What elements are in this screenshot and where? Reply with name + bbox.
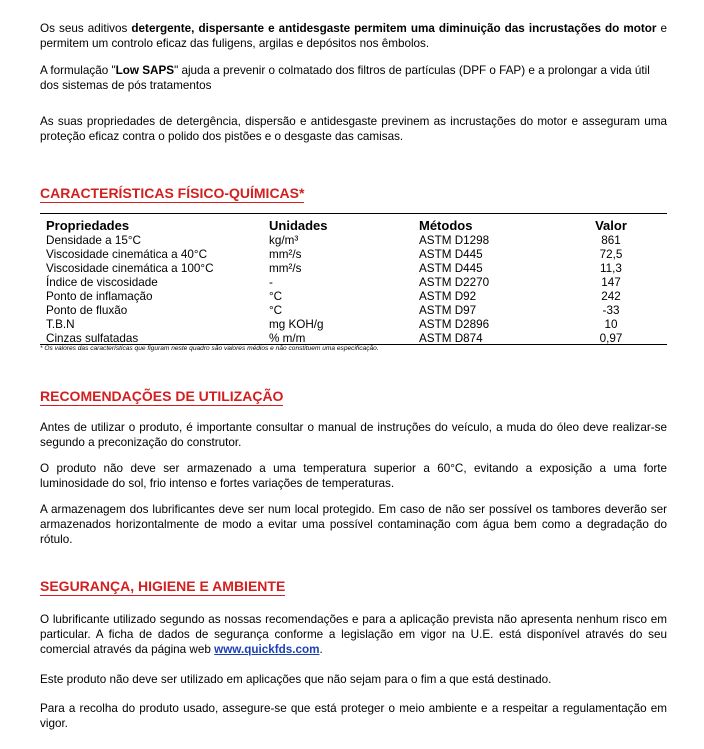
recommendations-paragraph-3: A armazenagem dos lubrificantes deve ser num local protegido. Em caso de não ser possível os tambores deverão ser armazenados horizontalmente de modo a evitar uma possível contaminação com água bem como a degradação do rótulo. [40, 503, 667, 546]
table-header-row [46, 219, 646, 233]
cell-method: ASTM D445 [419, 248, 483, 261]
cell-method: ASTM D92 [419, 290, 477, 303]
intro-paragraph-3: As suas propriedades de detergência, dispersão e antidesgaste previnem as incrustações do motor e asseguram uma proteção eficaz contra o polido dos pistões e o desgaste das camisas. [40, 115, 667, 143]
safety-p1-text: O lubrificante utilizado segundo as nossas recomendações e para a aplicação prevista não apresenta nenhum risco em particular. A ficha de dados de segurança conforme a legislação em vigor na U.E. está disponível através do seu comercial através da página web [40, 613, 667, 656]
safety-paragraph-1 [40, 612, 667, 657]
cell-method: ASTM D445 [419, 262, 483, 275]
cell-property: T.B.N [46, 318, 75, 331]
cell-unit: mm²/s [269, 262, 302, 275]
safety-paragraph-2: Este produto não deve ser utilizado em aplicações que não sejam para o fim a que está destinado. [40, 673, 552, 686]
cell-value: -33 [602, 304, 620, 317]
recommendations-paragraph-2: O produto não deve ser armazenado a uma temperatura superior a 60°C, evitando a exposição a uma forte luminosidade do sol, frio intenso e fortes variações de temperaturas. [40, 462, 667, 490]
cell-unit: kg/m³ [269, 234, 299, 247]
quickfds-link[interactable]: www.quickfds.com [214, 643, 320, 656]
cell-value: 10 [604, 318, 618, 331]
intro-p1-text: Os seus aditivos [40, 22, 132, 35]
table-row [46, 290, 646, 304]
cell-unit: - [269, 276, 273, 289]
header-value: Valor [595, 218, 627, 233]
cell-property: Cinzas sulfatadas [46, 332, 139, 345]
safety-p1-tail: . [319, 643, 323, 656]
table-row [46, 304, 646, 318]
cell-property: Ponto de fluxão [46, 304, 128, 317]
intro-paragraph-1 [40, 21, 667, 51]
cell-value: 72,5 [599, 248, 623, 261]
cell-value: 11,3 [600, 262, 622, 275]
cell-method: ASTM D2270 [419, 276, 490, 289]
table-row [46, 318, 646, 332]
safety-paragraph-3: Para a recolha do produto usado, assegure-se que está proteger o meio ambiente e a respeitar a regulamentação em vigor. [40, 702, 667, 730]
cell-value: 242 [601, 290, 621, 303]
cell-property: Índice de viscosidade [46, 276, 158, 289]
cell-property: Densidade a 15°C [46, 234, 141, 247]
cell-unit: mg KOH/g [269, 318, 324, 331]
cell-property: Ponto de inflamação [46, 290, 153, 303]
cell-property: Viscosidade cinemática a 100°C [46, 262, 214, 275]
cell-property: Viscosidade cinemática a 40°C [46, 248, 208, 261]
cell-unit: °C [269, 290, 283, 303]
cell-value: 0,97 [599, 332, 623, 345]
intro-p2-text: A formulação " [40, 64, 116, 77]
recommendations-paragraph-1: Antes de utilizar o produto, é importante consultar o manual de instruções do veículo, a muda do óleo deve realizar-se segundo a preconização do construtor. [40, 421, 667, 449]
cell-method: ASTM D2896 [419, 318, 490, 331]
header-properties: Propriedades [46, 218, 130, 233]
section-title-physicochemical [40, 185, 667, 203]
cell-unit: % m/m [269, 332, 306, 345]
header-methods: Métodos [419, 218, 473, 233]
section3-title-text: SEGURANÇA, HIGIENE E AMBIENTE [40, 578, 286, 594]
table-top-rule [40, 213, 667, 214]
section1-title-text: CARACTERÍSTICAS FÍSICO-QUÍMICAS* [40, 185, 305, 201]
intro-p1-bold: detergente, dispersante e antidesgaste permitem uma diminuição das incrustações do motor [131, 22, 657, 35]
cell-method: ASTM D874 [419, 332, 483, 345]
intro-p1-tail: e permitem um controlo eficaz das fuligens, argilas e depósitos nos êmbolos. [40, 22, 667, 50]
intro-p2-bold: Low SAPS [115, 64, 175, 77]
section-title-safety [40, 578, 667, 596]
table-row [46, 276, 646, 290]
cell-unit: mm²/s [269, 248, 302, 261]
cell-value: 861 [601, 234, 621, 247]
intro-p2-tail: " ajuda a prevenir o colmatado dos filtros de partículas (DPF o FAP) e a prolongar a vida útil dos sistemas de pós tratamentos [40, 64, 650, 92]
cell-method: ASTM D1298 [419, 234, 490, 247]
table-row [46, 248, 646, 262]
section-title-recommendations [40, 388, 667, 406]
table-footnote: * Os valores das características que figuram neste quadro são valores médios e não constituem uma especificação. [40, 345, 379, 352]
table-row [46, 234, 646, 248]
cell-unit: °C [269, 304, 283, 317]
header-units: Unidades [269, 218, 328, 233]
table-row [46, 262, 646, 276]
cell-value: 147 [601, 276, 621, 289]
section2-title-text: RECOMENDAÇÕES DE UTILIZAÇÃO [40, 388, 284, 404]
cell-method: ASTM D97 [419, 304, 477, 317]
intro-paragraph-2 [40, 63, 667, 93]
